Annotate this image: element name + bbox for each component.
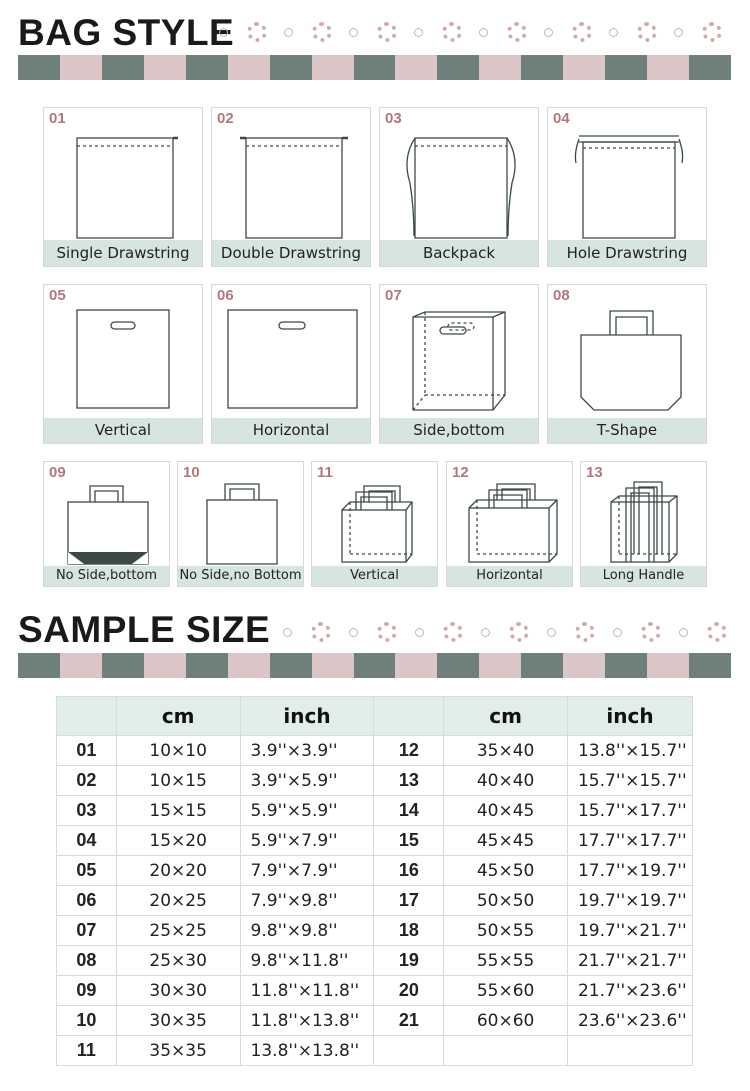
header-inch-left: inch xyxy=(240,697,374,736)
circle-ornament-icon xyxy=(544,28,553,37)
size-inch: 21.7''×23.6'' xyxy=(567,976,692,1006)
size-inch: 21.7''×21.7'' xyxy=(567,946,692,976)
table-row xyxy=(57,1006,693,1036)
circle-ornament-icon xyxy=(674,28,683,37)
stripe-segment xyxy=(689,653,731,678)
circle-ornament-icon xyxy=(679,628,688,637)
style-label: No Side,no Bottom xyxy=(178,566,303,586)
stripe-segment xyxy=(689,55,731,80)
circle-ornament-icon xyxy=(479,28,488,37)
stripe-segment xyxy=(605,653,647,678)
circle-ornament-icon xyxy=(481,628,490,637)
size-inch: 11.8''×13.8'' xyxy=(240,1006,374,1036)
style-label: Vertical xyxy=(44,418,202,443)
flower-ornament-icon xyxy=(509,622,529,642)
stripe-segment xyxy=(186,653,228,678)
stripe-segment xyxy=(437,55,479,80)
stripe-segment xyxy=(395,653,437,678)
size-number: 05 xyxy=(57,856,117,886)
size-inch: 9.8''×9.8'' xyxy=(240,916,374,946)
table-row xyxy=(57,976,693,1006)
size-inch: 3.9''×3.9'' xyxy=(240,736,374,766)
stripe-segment xyxy=(228,653,270,678)
size-inch xyxy=(567,1036,692,1066)
table-row xyxy=(57,826,693,856)
size-cm: 55×55 xyxy=(444,946,568,976)
bag-style-card xyxy=(43,107,203,267)
bag-style-card xyxy=(177,461,304,587)
flower-ornament-icon xyxy=(641,622,661,642)
size-number: 13 xyxy=(374,766,444,796)
size-inch: 19.7''×21.7'' xyxy=(567,916,692,946)
style-number: 04 xyxy=(553,110,570,127)
flower-ornament-icon xyxy=(637,22,657,42)
size-cm: 30×35 xyxy=(116,1006,240,1036)
bag-style-card xyxy=(379,284,539,444)
stripe-segment xyxy=(228,55,270,80)
size-inch: 11.8''×11.8'' xyxy=(240,976,374,1006)
stripe-segment xyxy=(354,653,396,678)
single-drawstring-bag-icon xyxy=(44,108,204,242)
stripe-segment xyxy=(102,653,144,678)
size-inch: 5.9''×7.9'' xyxy=(240,826,374,856)
size-cm: 20×20 xyxy=(116,856,240,886)
stripe-segment xyxy=(521,55,563,80)
size-cm: 45×45 xyxy=(444,826,568,856)
size-number: 03 xyxy=(57,796,117,826)
style-number: 10 xyxy=(183,464,200,481)
style-label: T-Shape xyxy=(548,418,706,443)
style-number: 11 xyxy=(317,464,333,481)
size-number: 04 xyxy=(57,826,117,856)
circle-ornament-icon xyxy=(284,28,293,37)
style-label: Vertical xyxy=(312,566,437,586)
stripe-segment xyxy=(60,55,102,80)
size-inch: 7.9''×7.9'' xyxy=(240,856,374,886)
circle-ornament-icon xyxy=(415,628,424,637)
size-number: 16 xyxy=(374,856,444,886)
flower-ornament-icon xyxy=(247,22,267,42)
size-cm: 25×30 xyxy=(116,946,240,976)
size-number: 19 xyxy=(374,946,444,976)
stripe-segment xyxy=(354,55,396,80)
style-number: 12 xyxy=(452,464,469,481)
size-inch: 23.6''×23.6'' xyxy=(567,1006,692,1036)
size-number: 14 xyxy=(374,796,444,826)
flower-ornament-icon xyxy=(702,22,722,42)
bag-style-card xyxy=(446,461,573,587)
style-label: Backpack xyxy=(380,240,538,266)
style-label: Single Drawstring xyxy=(44,240,202,266)
size-inch: 7.9''×9.8'' xyxy=(240,886,374,916)
size-cm: 40×45 xyxy=(444,796,568,826)
stripe-segment xyxy=(312,55,354,80)
style-label: Horizontal xyxy=(212,418,370,443)
stripe-segment xyxy=(60,653,102,678)
table-row xyxy=(57,796,693,826)
flower-ornament-icon xyxy=(442,22,462,42)
size-number: 15 xyxy=(374,826,444,856)
style-number: 05 xyxy=(49,287,66,304)
size-cm: 45×50 xyxy=(444,856,568,886)
bag-style-card xyxy=(43,461,170,587)
style-number: 06 xyxy=(217,287,234,304)
bag-style-card xyxy=(379,107,539,267)
header-num-right xyxy=(374,697,444,736)
style-label: Long Handle xyxy=(581,566,706,586)
stripe-segment xyxy=(647,55,689,80)
circle-ornament-icon xyxy=(547,628,556,637)
die-cut-horizontal-bag-icon xyxy=(212,285,372,420)
size-cm: 15×20 xyxy=(116,826,240,856)
circle-ornament-icon xyxy=(283,628,292,637)
header-num-left xyxy=(57,697,117,736)
circle-ornament-icon xyxy=(349,28,358,37)
flower-ornament-icon xyxy=(507,22,527,42)
size-number: 11 xyxy=(57,1036,117,1066)
circle-ornament-icon xyxy=(414,28,423,37)
table-row xyxy=(57,856,693,886)
size-number: 20 xyxy=(374,976,444,1006)
bag-style-card xyxy=(311,461,438,587)
size-cm: 40×40 xyxy=(444,766,568,796)
stripe-segment xyxy=(144,653,186,678)
double-drawstring-bag-icon xyxy=(212,108,372,242)
style-number: 03 xyxy=(385,110,402,127)
bag-style-title: BAG STYLE xyxy=(18,12,235,53)
style-number: 08 xyxy=(553,287,570,304)
size-inch: 13.8''×15.7'' xyxy=(567,736,692,766)
stripe-segment xyxy=(270,55,312,80)
size-cm: 10×10 xyxy=(116,736,240,766)
flower-ornament-icon xyxy=(443,622,463,642)
size-number: 06 xyxy=(57,886,117,916)
size-number: 02 xyxy=(57,766,117,796)
t-shape-bag-icon xyxy=(548,285,708,420)
size-cm xyxy=(444,1036,568,1066)
size-number xyxy=(374,1036,444,1066)
style-number: 13 xyxy=(586,464,603,481)
table-row xyxy=(57,886,693,916)
stripe-segment xyxy=(521,653,563,678)
sample-size-stripe xyxy=(18,653,731,678)
size-number: 17 xyxy=(374,886,444,916)
size-inch: 17.7''×17.7'' xyxy=(567,826,692,856)
bag-style-card xyxy=(580,461,707,587)
hole-drawstring-bag-icon xyxy=(548,108,708,242)
flower-ornament-icon xyxy=(311,622,331,642)
size-number: 10 xyxy=(57,1006,117,1036)
style-label: Side,bottom xyxy=(380,418,538,443)
stripe-segment xyxy=(18,55,60,80)
stripe-segment xyxy=(437,653,479,678)
size-cm: 50×50 xyxy=(444,886,568,916)
stripe-segment xyxy=(563,55,605,80)
size-number: 09 xyxy=(57,976,117,1006)
bag-style-card xyxy=(547,284,707,444)
style-number: 09 xyxy=(49,464,66,481)
table-row xyxy=(57,766,693,796)
flower-ornament-icon xyxy=(707,622,727,642)
sample-size-decoration xyxy=(278,620,738,644)
style-label: Double Drawstring xyxy=(212,240,370,266)
style-label: Horizontal xyxy=(447,566,572,586)
size-inch: 9.8''×11.8'' xyxy=(240,946,374,976)
sample-size-table xyxy=(56,696,693,1066)
circle-ornament-icon xyxy=(219,28,228,37)
flower-ornament-icon xyxy=(575,622,595,642)
size-cm: 20×25 xyxy=(116,886,240,916)
size-cm: 35×35 xyxy=(116,1036,240,1066)
size-cm: 35×40 xyxy=(444,736,568,766)
header-cm-right: cm xyxy=(444,697,568,736)
size-inch: 19.7''×19.7'' xyxy=(567,886,692,916)
size-number: 21 xyxy=(374,1006,444,1036)
circle-ornament-icon xyxy=(613,628,622,637)
stripe-segment xyxy=(395,55,437,80)
flower-ornament-icon xyxy=(312,22,332,42)
stripe-segment xyxy=(563,653,605,678)
backpack-drawstring-bag-icon xyxy=(380,108,540,242)
sample-size-title: SAMPLE SIZE xyxy=(18,609,271,650)
circle-ornament-icon xyxy=(349,628,358,637)
flower-ornament-icon xyxy=(377,622,397,642)
size-cm: 10×15 xyxy=(116,766,240,796)
size-cm: 50×55 xyxy=(444,916,568,946)
header-cm-left: cm xyxy=(116,697,240,736)
bag-style-card xyxy=(547,107,707,267)
size-number: 07 xyxy=(57,916,117,946)
table-row xyxy=(57,1036,693,1066)
table-row xyxy=(57,946,693,976)
stripe-segment xyxy=(479,55,521,80)
die-cut-side-bottom-bag-icon xyxy=(380,285,540,420)
bag-style-card xyxy=(43,284,203,444)
size-inch: 15.7''×17.7'' xyxy=(567,796,692,826)
size-number: 18 xyxy=(374,916,444,946)
stripe-segment xyxy=(479,653,521,678)
stripe-segment xyxy=(647,653,689,678)
bag-style-stripe xyxy=(18,55,731,80)
size-cm: 15×15 xyxy=(116,796,240,826)
size-number: 08 xyxy=(57,946,117,976)
stripe-segment xyxy=(605,55,647,80)
style-number: 07 xyxy=(385,287,402,304)
size-inch: 13.8''×13.8'' xyxy=(240,1036,374,1066)
size-cm: 30×30 xyxy=(116,976,240,1006)
size-inch: 17.7''×19.7'' xyxy=(567,856,692,886)
circle-ornament-icon xyxy=(609,28,618,37)
size-cm: 60×60 xyxy=(444,1006,568,1036)
size-inch: 3.9''×5.9'' xyxy=(240,766,374,796)
stripe-segment xyxy=(312,653,354,678)
header-inch-right: inch xyxy=(567,697,692,736)
bag-style-card xyxy=(211,107,371,267)
style-number: 02 xyxy=(217,110,234,127)
bag-style-card xyxy=(211,284,371,444)
size-number: 12 xyxy=(374,736,444,766)
size-inch: 5.9''×5.9'' xyxy=(240,796,374,826)
table-header-row xyxy=(57,697,693,736)
size-number: 01 xyxy=(57,736,117,766)
table-row xyxy=(57,916,693,946)
die-cut-vertical-bag-icon xyxy=(44,285,204,420)
bag-style-decoration xyxy=(214,20,734,44)
stripe-segment xyxy=(144,55,186,80)
table-row xyxy=(57,736,693,766)
size-inch: 15.7''×15.7'' xyxy=(567,766,692,796)
style-label: Hole Drawstring xyxy=(548,240,706,266)
stripe-segment xyxy=(102,55,144,80)
flower-ornament-icon xyxy=(572,22,592,42)
style-label: No Side,bottom xyxy=(44,566,169,586)
stripe-segment xyxy=(270,653,312,678)
flower-ornament-icon xyxy=(377,22,397,42)
stripe-segment xyxy=(186,55,228,80)
style-number: 01 xyxy=(49,110,66,127)
size-cm: 55×60 xyxy=(444,976,568,1006)
size-cm: 25×25 xyxy=(116,916,240,946)
stripe-segment xyxy=(18,653,60,678)
